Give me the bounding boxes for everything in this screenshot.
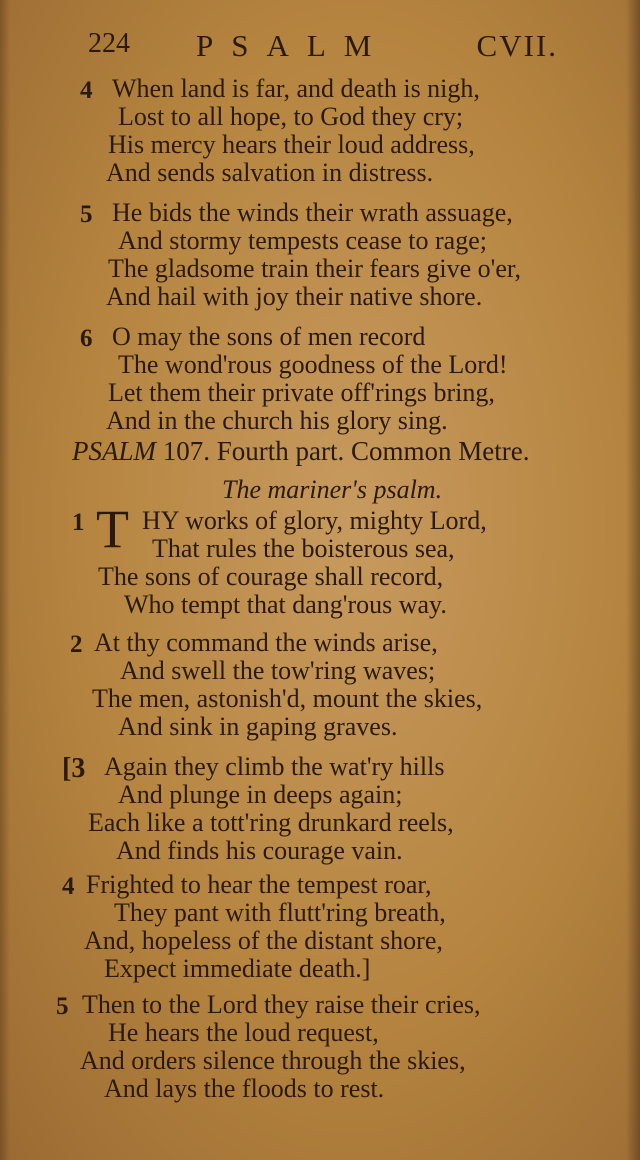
verse-line: Let them their private off'rings bring, bbox=[108, 378, 495, 407]
verse-line: He hears the loud request, bbox=[108, 1018, 379, 1047]
stanza-number: 4 bbox=[80, 77, 93, 104]
stanza-number: 5 bbox=[80, 201, 93, 228]
psalm-number: CVII. bbox=[476, 28, 558, 63]
section-subtitle: The mariner's psalm. bbox=[222, 475, 443, 504]
verse-line: That rules the boisterous sea, bbox=[152, 534, 455, 563]
verse-line: O may the sons of men record bbox=[112, 322, 426, 351]
drop-capital: T bbox=[96, 499, 129, 559]
verse-line: HY works of glory, mighty Lord, bbox=[142, 506, 487, 535]
stanza-number: 4 bbox=[62, 873, 75, 900]
header-title: PSALM bbox=[196, 28, 390, 63]
verse-line: Lost to all hope, to God they cry; bbox=[118, 102, 464, 131]
verse-line: And plunge in deeps again; bbox=[118, 780, 403, 809]
running-header bbox=[88, 28, 558, 72]
page-edge-right bbox=[626, 0, 640, 1160]
verse-line: And sends salvation in distress. bbox=[106, 158, 434, 187]
verse-line: And in the church his glory sing. bbox=[106, 406, 448, 435]
verse-line: The wond'rous goodness of the Lord! bbox=[118, 350, 508, 379]
verse-line: He bids the winds their wrath assuage, bbox=[112, 198, 513, 227]
stanza-number: 1 bbox=[72, 509, 85, 536]
verse-line: And swell the tow'ring waves; bbox=[120, 656, 436, 685]
stanza-number: 5 bbox=[56, 993, 69, 1020]
section-heading-text: 107. Fourth part. Common Metre. bbox=[162, 436, 530, 466]
verse-line: And orders silence through the skies, bbox=[80, 1046, 466, 1075]
verse-line: The gladsome train their fears give o'er, bbox=[108, 254, 521, 283]
verse-line: Then to the Lord they raise their cries, bbox=[82, 990, 481, 1019]
verse-line: Frighted to hear the tempest roar, bbox=[86, 870, 432, 899]
section-heading bbox=[72, 436, 632, 466]
verse-line: His mercy hears their loud address, bbox=[108, 130, 475, 159]
verse-line: And stormy tempests cease to rage; bbox=[118, 226, 487, 255]
section-heading-psalm: PSALM bbox=[72, 436, 156, 466]
verse-line: When land is far, and death is nigh, bbox=[112, 74, 480, 103]
verse-line: And lays the floods to rest. bbox=[104, 1074, 385, 1103]
verse-line: Each like a tott'ring drunkard reels, bbox=[88, 808, 454, 837]
verse-line: They pant with flutt'ring breath, bbox=[114, 898, 446, 927]
stanza-number: 6 bbox=[80, 325, 93, 352]
verse-line: Who tempt that dang'rous way. bbox=[124, 590, 447, 619]
verse-line: The men, astonish'd, mount the skies, bbox=[92, 684, 483, 713]
stanza-number: [3 bbox=[62, 753, 86, 784]
verse-line: The sons of courage shall record, bbox=[98, 562, 444, 591]
verse-line: And finds his courage vain. bbox=[116, 836, 403, 865]
page-edge-left bbox=[0, 0, 10, 1160]
page-number: 224 bbox=[88, 28, 130, 59]
verse-line: Again they climb the wat'ry hills bbox=[104, 752, 445, 781]
verse-line: Expect immediate death.] bbox=[104, 954, 371, 983]
verse-line: At thy command the winds arise, bbox=[94, 628, 438, 657]
verse-line: And sink in gaping graves. bbox=[118, 712, 398, 741]
stanza-number: 2 bbox=[70, 631, 83, 658]
verse-line: And, hopeless of the distant shore, bbox=[84, 926, 443, 955]
verse-line: And hail with joy their native shore. bbox=[106, 282, 483, 311]
